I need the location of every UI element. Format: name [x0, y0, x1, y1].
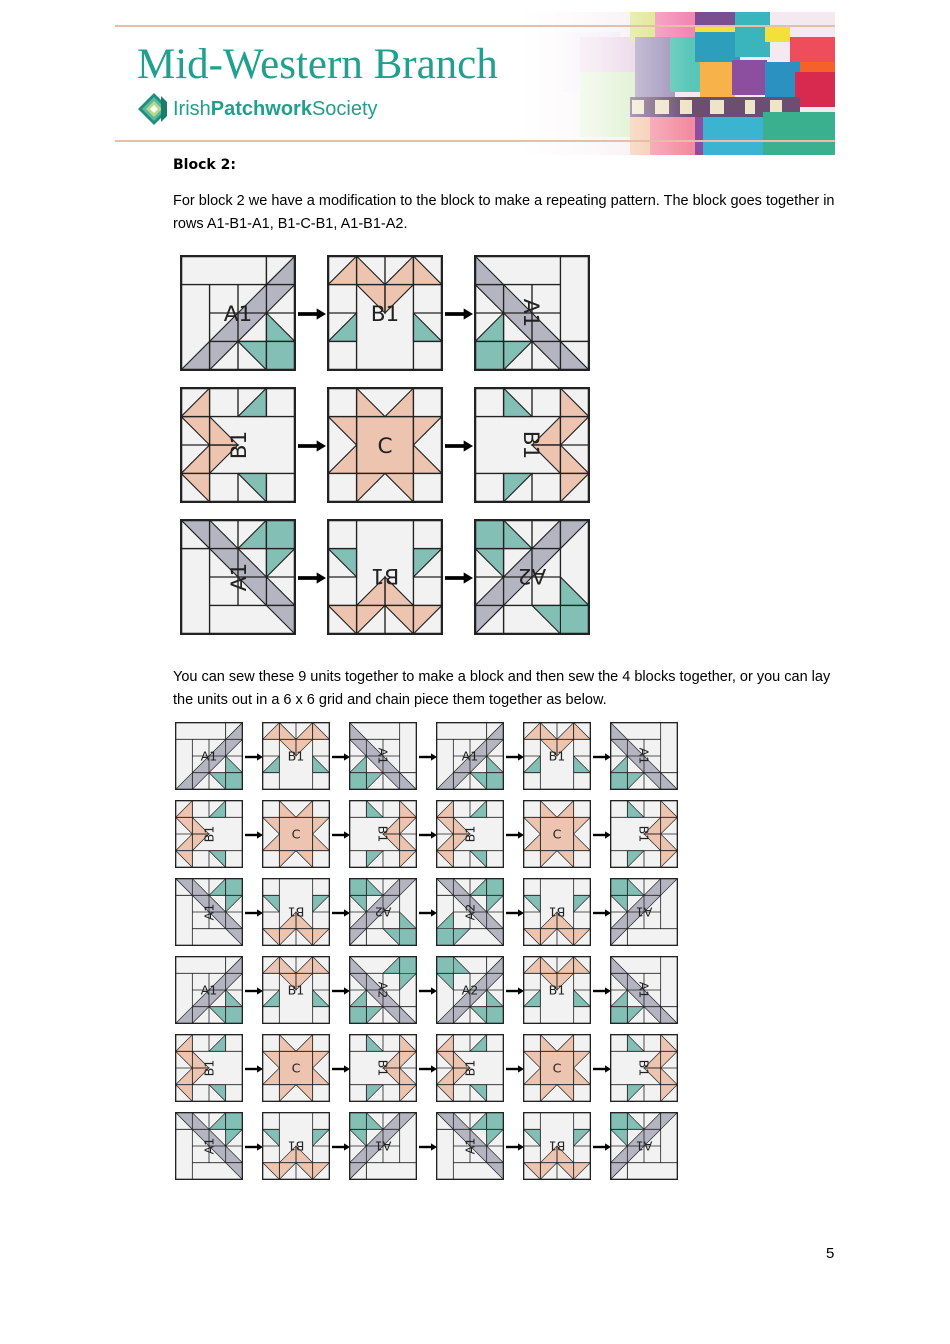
page-number: 5	[826, 1245, 835, 1262]
quilt-unit-cell	[436, 1034, 504, 1107]
sewing-order-arrow	[245, 750, 263, 768]
sewing-order-arrow	[332, 906, 350, 924]
quilt-unit-cell	[610, 1112, 678, 1185]
quilt-unit-b1	[349, 1034, 417, 1102]
arrow-right-icon	[298, 308, 326, 320]
arrow-right-icon	[245, 1141, 263, 1153]
quilt-unit-cell	[175, 1034, 243, 1107]
quilt-unit-b1	[262, 956, 330, 1024]
quilt-unit-cell	[523, 878, 591, 951]
quilt-unit-b1	[436, 800, 504, 868]
arrow-right-icon	[298, 572, 326, 584]
unit-label: C	[291, 1060, 301, 1076]
unit-label: B1	[548, 982, 566, 998]
unit-label: B1	[370, 301, 400, 327]
quilt-unit-a1	[474, 255, 590, 371]
quilt-unit-c	[523, 1034, 591, 1102]
unit-label: B1	[370, 563, 400, 589]
arrow-right-icon	[445, 572, 473, 584]
quilt-unit-b1	[523, 1112, 591, 1180]
quilt-unit-cell	[610, 956, 678, 1029]
unit-label: A2	[375, 981, 391, 999]
arrow-right-icon	[332, 751, 350, 763]
quilt-unit-cell	[436, 1112, 504, 1185]
quilt-unit-cell	[474, 387, 590, 508]
quilt-unit-cell	[610, 800, 678, 873]
unit-label: A1	[201, 1137, 217, 1155]
arrow-right-icon	[332, 985, 350, 997]
quilt-unit-cell	[610, 722, 678, 795]
unit-label: A1	[375, 747, 391, 765]
unit-label: A1	[462, 1137, 478, 1155]
quilt-unit-cell	[175, 800, 243, 873]
unit-label: B1	[201, 825, 217, 843]
arrow-right-icon	[593, 1063, 611, 1075]
quilt-unit-cell	[610, 878, 678, 951]
branch-title: Mid-Western Branch	[137, 41, 498, 88]
arrow-right-icon	[419, 985, 437, 997]
quilt-unit-cell	[474, 255, 590, 376]
arrow-right-icon	[419, 907, 437, 919]
sewing-order-arrow	[593, 984, 611, 1002]
quilt-unit-a1	[349, 722, 417, 790]
sewing-order-arrow	[445, 571, 473, 589]
quilt-unit-b1	[523, 956, 591, 1024]
quilt-unit-c	[523, 800, 591, 868]
sewing-order-arrow	[245, 984, 263, 1002]
unit-label: C	[291, 826, 301, 842]
quilt-unit-b1	[262, 722, 330, 790]
quilt-unit-cell	[349, 1034, 417, 1107]
quilt-unit-cell	[262, 722, 330, 795]
quilt-unit-c	[327, 387, 443, 503]
arrow-right-icon	[506, 829, 524, 841]
unit-label: A1	[200, 982, 218, 998]
unit-label: A1	[636, 747, 652, 765]
sewing-order-arrow	[419, 906, 437, 924]
quilt-unit-a1	[175, 956, 243, 1024]
quilt-unit-b1	[523, 722, 591, 790]
sewing-order-arrow	[332, 1062, 350, 1080]
section-heading: Block 2:	[173, 157, 236, 173]
quilt-unit-cell	[349, 956, 417, 1029]
unit-label: B1	[287, 982, 305, 998]
quilt-unit-cell	[349, 722, 417, 795]
sewing-order-arrow	[245, 828, 263, 846]
quilt-unit-a1	[436, 722, 504, 790]
sewing-order-arrow	[419, 984, 437, 1002]
arrow-right-icon	[506, 1141, 524, 1153]
quilt-unit-cell	[436, 722, 504, 795]
unit-label: B1	[287, 1138, 305, 1154]
unit-label: B1	[548, 748, 566, 764]
unit-label: A1	[461, 748, 479, 764]
unit-label: A1	[226, 562, 252, 592]
quilt-unit-a1	[610, 956, 678, 1024]
quilt-unit-b1	[262, 878, 330, 946]
quilt-unit-cell	[262, 800, 330, 873]
intro-paragraph: For block 2 we have a modification to the block to make a repeating pattern. The block goes together in rows A1-B1-A1, B1-C-B1, A1-B1-A2.	[173, 193, 835, 232]
arrow-right-icon	[332, 1141, 350, 1153]
society-logo	[137, 92, 378, 126]
unit-label: C	[552, 826, 562, 842]
quilt-unit-cell	[327, 519, 443, 640]
sewing-order-arrow	[506, 906, 524, 924]
quilt-unit-a2	[436, 878, 504, 946]
six-by-six-grid-diagram	[175, 722, 687, 1192]
arrow-right-icon	[419, 1063, 437, 1075]
sewing-order-arrow	[593, 1140, 611, 1158]
arrow-right-icon	[419, 1141, 437, 1153]
unit-label: B1	[375, 825, 391, 843]
sewing-order-arrow	[593, 750, 611, 768]
unit-label: A1	[636, 981, 652, 999]
quilt-unit-cell	[349, 878, 417, 951]
quilt-unit-cell	[327, 255, 443, 376]
quilt-unit-a1	[175, 722, 243, 790]
quilt-unit-a1	[349, 1112, 417, 1180]
arrow-right-icon	[332, 1063, 350, 1075]
quilt-unit-a2	[436, 956, 504, 1024]
sewing-order-arrow	[419, 1140, 437, 1158]
fabric-collage-image	[520, 12, 835, 155]
quilt-unit-cell	[474, 519, 590, 640]
sewing-order-arrow	[245, 1062, 263, 1080]
quilt-unit-a1	[175, 1112, 243, 1180]
unit-label: A1	[635, 1138, 653, 1154]
sewing-order-arrow	[298, 307, 326, 325]
unit-label: A1	[374, 1138, 392, 1154]
arrow-right-icon	[245, 1063, 263, 1075]
fabric-collage-graphic	[520, 12, 835, 155]
arrow-right-icon	[593, 751, 611, 763]
quilt-unit-a1	[180, 255, 296, 371]
unit-label: B1	[636, 825, 652, 843]
sewing-order-arrow	[593, 1062, 611, 1080]
quilt-unit-cell	[436, 956, 504, 1029]
arrow-right-icon	[298, 440, 326, 452]
quilt-unit-cell	[262, 878, 330, 951]
quilt-unit-cell	[436, 878, 504, 951]
unit-label: B1	[201, 1059, 217, 1077]
unit-label: B1	[462, 825, 478, 843]
quilt-unit-b1	[436, 1034, 504, 1102]
sewing-order-arrow	[593, 906, 611, 924]
block-2-assembly-diagram	[180, 255, 600, 645]
unit-label: A1	[200, 748, 218, 764]
quilt-unit-b1	[349, 800, 417, 868]
sewing-order-arrow	[332, 1140, 350, 1158]
unit-label: A2	[374, 904, 392, 920]
quilt-unit-cell	[262, 956, 330, 1029]
quilt-unit-cell	[175, 956, 243, 1029]
quilt-unit-cell	[262, 1034, 330, 1107]
unit-label: A1	[635, 904, 653, 920]
unit-label: B1	[287, 904, 305, 920]
quilt-unit-b1	[175, 1034, 243, 1102]
quilt-unit-b1	[474, 387, 590, 503]
quilt-unit-cell	[436, 800, 504, 873]
logo-text-patchwork: Patchwork	[210, 97, 312, 120]
unit-label: A1	[223, 301, 253, 327]
quilt-unit-c	[262, 800, 330, 868]
unit-label: A1	[201, 903, 217, 921]
sewing-order-arrow	[419, 828, 437, 846]
quilt-unit-b1	[262, 1112, 330, 1180]
unit-label: B1	[518, 430, 544, 460]
page-header	[115, 12, 835, 155]
arrow-right-icon	[419, 829, 437, 841]
unit-label: A2	[517, 563, 547, 589]
arrow-right-icon	[245, 751, 263, 763]
sewing-order-arrow	[445, 307, 473, 325]
quilt-unit-b1	[523, 878, 591, 946]
sewing-order-arrow	[506, 828, 524, 846]
sewing-order-arrow	[506, 750, 524, 768]
sewing-order-arrow	[298, 571, 326, 589]
arrow-right-icon	[506, 751, 524, 763]
arrow-right-icon	[506, 1063, 524, 1075]
sewing-order-arrow	[593, 828, 611, 846]
quilt-unit-cell	[523, 800, 591, 873]
quilt-unit-b1	[175, 800, 243, 868]
quilt-unit-cell	[175, 878, 243, 951]
sewing-order-arrow	[419, 1062, 437, 1080]
quilt-unit-b1	[180, 387, 296, 503]
quilt-unit-cell	[262, 1112, 330, 1185]
quilt-unit-cell	[349, 800, 417, 873]
quilt-unit-b1	[327, 519, 443, 635]
quilt-unit-cell	[175, 1112, 243, 1185]
arrow-right-icon	[245, 829, 263, 841]
arrow-right-icon	[506, 907, 524, 919]
arrow-right-icon	[593, 829, 611, 841]
quilt-unit-cell	[523, 956, 591, 1029]
quilt-unit-a1	[175, 878, 243, 946]
quilt-unit-cell	[349, 1112, 417, 1185]
arrow-right-icon	[245, 907, 263, 919]
quilt-unit-a1	[436, 1112, 504, 1180]
unit-label: B1	[375, 1059, 391, 1077]
arrow-right-icon	[332, 907, 350, 919]
quilt-unit-b1	[610, 800, 678, 868]
unit-label: C	[377, 433, 393, 459]
unit-label: B1	[462, 1059, 478, 1077]
unit-label: B1	[636, 1059, 652, 1077]
arrow-right-icon	[593, 985, 611, 997]
logo-text-society: Society	[311, 97, 378, 120]
quilt-unit-a2	[349, 956, 417, 1024]
quilt-unit-a2	[349, 878, 417, 946]
unit-label: C	[552, 1060, 562, 1076]
unit-label: B1	[548, 1138, 566, 1154]
quilt-unit-cell	[175, 722, 243, 795]
quilt-unit-cell	[180, 255, 296, 376]
sewing-order-arrow	[506, 984, 524, 1002]
logo-text-irish: Irish	[173, 97, 211, 120]
sewing-order-arrow	[332, 984, 350, 1002]
quilt-unit-a2	[474, 519, 590, 635]
quilt-unit-a1	[180, 519, 296, 635]
quilt-unit-cell	[523, 1034, 591, 1107]
arrow-right-icon	[445, 308, 473, 320]
sewing-order-arrow	[419, 750, 437, 768]
unit-label: B1	[287, 748, 305, 764]
unit-label: A1	[518, 298, 544, 328]
unit-label: B1	[548, 904, 566, 920]
sewing-order-arrow	[506, 1062, 524, 1080]
quilt-unit-cell	[180, 519, 296, 640]
patchwork-logo-icon	[137, 92, 171, 126]
sewing-order-arrow	[445, 439, 473, 457]
arrow-right-icon	[245, 985, 263, 997]
quilt-unit-b1	[327, 255, 443, 371]
unit-label: A2	[461, 982, 479, 998]
sewing-order-arrow	[245, 1140, 263, 1158]
sewing-order-arrow	[332, 750, 350, 768]
arrow-right-icon	[445, 440, 473, 452]
arrow-right-icon	[593, 907, 611, 919]
quilt-unit-cell	[610, 1034, 678, 1107]
quilt-unit-c	[262, 1034, 330, 1102]
sewing-order-arrow	[332, 828, 350, 846]
arrow-right-icon	[419, 751, 437, 763]
unit-label: B1	[226, 430, 252, 460]
quilt-unit-a1	[610, 1112, 678, 1180]
quilt-unit-cell	[523, 1112, 591, 1185]
sewing-order-arrow	[298, 439, 326, 457]
quilt-unit-a1	[610, 878, 678, 946]
quilt-unit-cell	[523, 722, 591, 795]
arrow-right-icon	[332, 829, 350, 841]
sewing-order-arrow	[245, 906, 263, 924]
quilt-unit-b1	[610, 1034, 678, 1102]
quilt-unit-a1	[610, 722, 678, 790]
arrow-right-icon	[506, 985, 524, 997]
quilt-unit-cell	[327, 387, 443, 508]
quilt-unit-cell	[180, 387, 296, 508]
arrow-right-icon	[593, 1141, 611, 1153]
unit-label: A2	[462, 903, 478, 921]
society-name	[173, 98, 378, 121]
sewing-order-arrow	[506, 1140, 524, 1158]
chain-piece-paragraph: You can sew these 9 units together to make a block and then sew the 4 blocks together, or you can lay the units out in a 6 x 6 grid and chain piece them together as below.	[173, 669, 831, 708]
